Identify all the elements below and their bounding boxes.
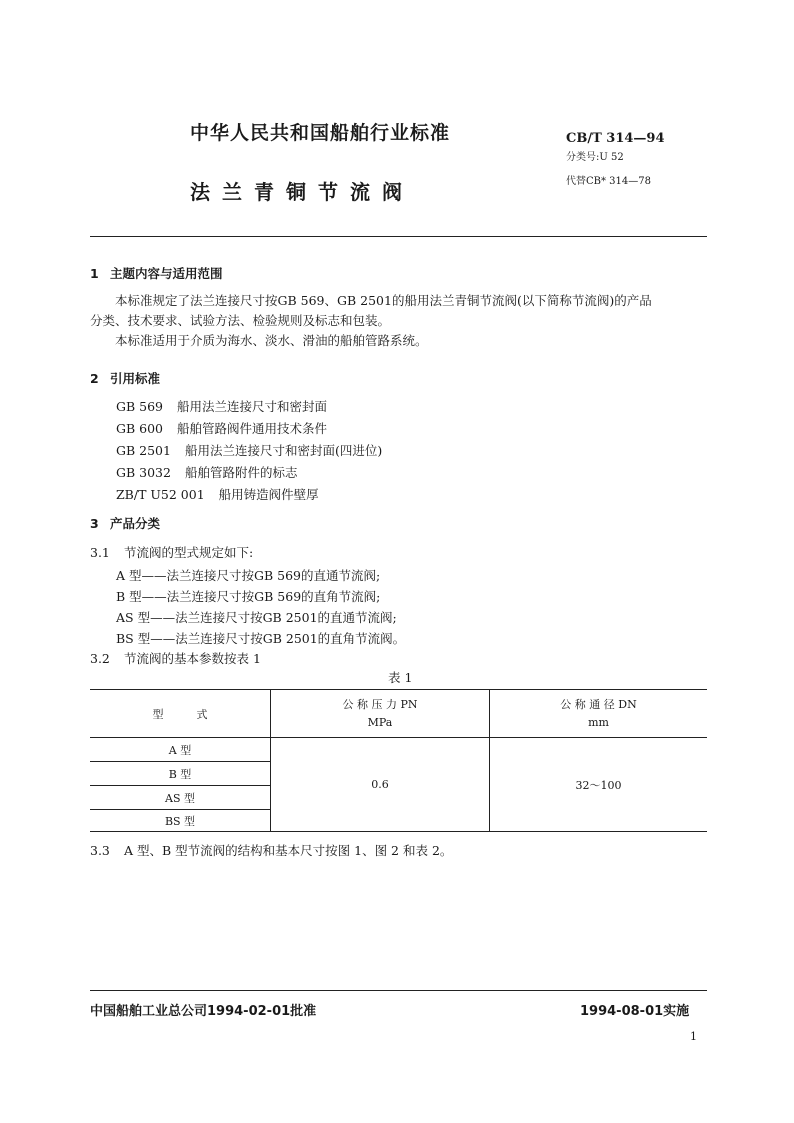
pressure-cell: 0.6 <box>271 738 490 832</box>
clause-text: 节流阀的型式规定如下: <box>124 545 254 560</box>
section-number: 1 <box>90 266 99 281</box>
footer-divider <box>90 990 707 991</box>
header-diameter <box>490 690 708 738</box>
header-diameter-label: 公 称 通 径 DN <box>560 697 637 711</box>
type-item: AS 型——法兰连接尺寸按GB 2501的直通节流阀; <box>116 610 397 625</box>
section-3-heading <box>90 514 160 532</box>
clause-3-2 <box>90 649 261 667</box>
header-divider <box>90 236 707 237</box>
type-item: BS 型——法兰连接尺寸按GB 2501的直角节流阀。 <box>116 631 406 646</box>
section-1-heading <box>90 264 223 282</box>
replaces-standard: 代替CB* 314—78 <box>566 176 651 187</box>
reference-code: GB 569 <box>116 399 164 414</box>
clause-number: 3.3 <box>90 843 110 858</box>
reference-title: 船舶管路附件的标志 <box>184 465 298 480</box>
section-1-body <box>90 291 710 351</box>
table-row <box>90 738 707 762</box>
org-title: 中华人民共和国船舶行业标准 <box>190 122 451 144</box>
section-title: 主题内容与适用范围 <box>110 266 223 281</box>
clause-number: 3.1 <box>90 545 110 560</box>
section-number: 2 <box>90 371 99 386</box>
type-cell: A 型 <box>90 738 271 762</box>
reference-title: 船用法兰连接尺寸和密封面(四进位) <box>184 443 383 458</box>
section-2-heading <box>90 369 160 387</box>
section-title: 引用标准 <box>110 371 161 386</box>
header-pressure-unit: MPa <box>367 715 393 729</box>
clause-text: A 型、B 型节流阀的结构和基本尺寸按图 1、图 2 和表 2。 <box>124 843 453 858</box>
type-item: B 型——法兰连接尺寸按GB 569的直角节流阀; <box>116 589 381 604</box>
doc-title: 法兰青铜节流阀 <box>190 180 414 204</box>
reference-item <box>116 418 382 440</box>
table-caption: 表 1 <box>388 670 413 685</box>
classification-number: 分类号:U 52 <box>566 152 624 163</box>
clause-3-3 <box>90 841 452 859</box>
header-pressure <box>271 690 490 738</box>
type-item: A 型——法兰连接尺寸按GB 569的直通节流阀; <box>116 568 381 583</box>
reference-title: 船用法兰连接尺寸和密封面 <box>177 399 328 414</box>
reference-item <box>116 484 382 506</box>
reference-item <box>116 396 382 418</box>
paragraph-line: 本标准规定了法兰连接尺寸按GB 569、GB 2501的船用法兰青铜节流阀(以下简称节流阀)的产品 <box>115 293 652 308</box>
type-cell: BS 型 <box>90 810 271 832</box>
reference-list <box>116 396 382 506</box>
section-number: 3 <box>90 516 99 531</box>
reference-title: 船用铸造阀件壁厚 <box>218 487 319 502</box>
reference-code: GB 600 <box>116 421 164 436</box>
clause-text: 节流阀的基本参数按表 1 <box>124 651 261 666</box>
effective-date: 1994-08-01实施 <box>580 1004 690 1019</box>
paragraph-line: 分类、技术要求、试验方法、检验规则及标志和包装。 <box>90 313 391 328</box>
table-header-row <box>90 690 707 738</box>
reference-code: GB 3032 <box>116 465 171 480</box>
header-diameter-unit: mm <box>588 715 609 729</box>
parameter-table <box>90 689 707 832</box>
standard-code: CB/T 314—94 <box>566 131 665 146</box>
clause-number: 3.2 <box>90 651 110 666</box>
type-list <box>116 565 405 649</box>
header-pressure-label: 公 称 压 力 PN <box>342 697 418 711</box>
reference-item <box>116 462 382 484</box>
approval-line: 中国船舶工业总公司1994-02-01批准 <box>90 1004 317 1019</box>
reference-code: GB 2501 <box>116 443 171 458</box>
page-number: 1 <box>690 1030 697 1043</box>
diameter-cell: 32～100 <box>575 778 622 792</box>
section-title: 产品分类 <box>110 516 161 531</box>
reference-title: 船舶管路阀件通用技术条件 <box>177 421 328 436</box>
header-type: 型 式 <box>90 690 271 738</box>
paragraph: 本标准适用于介质为海水、淡水、滑油的船舶管路系统。 <box>115 333 428 348</box>
reference-item <box>116 440 382 462</box>
type-cell: AS 型 <box>90 786 271 810</box>
reference-code: ZB/T U52 001 <box>116 487 205 502</box>
type-cell: B 型 <box>90 762 271 786</box>
clause-3-1 <box>90 543 253 561</box>
